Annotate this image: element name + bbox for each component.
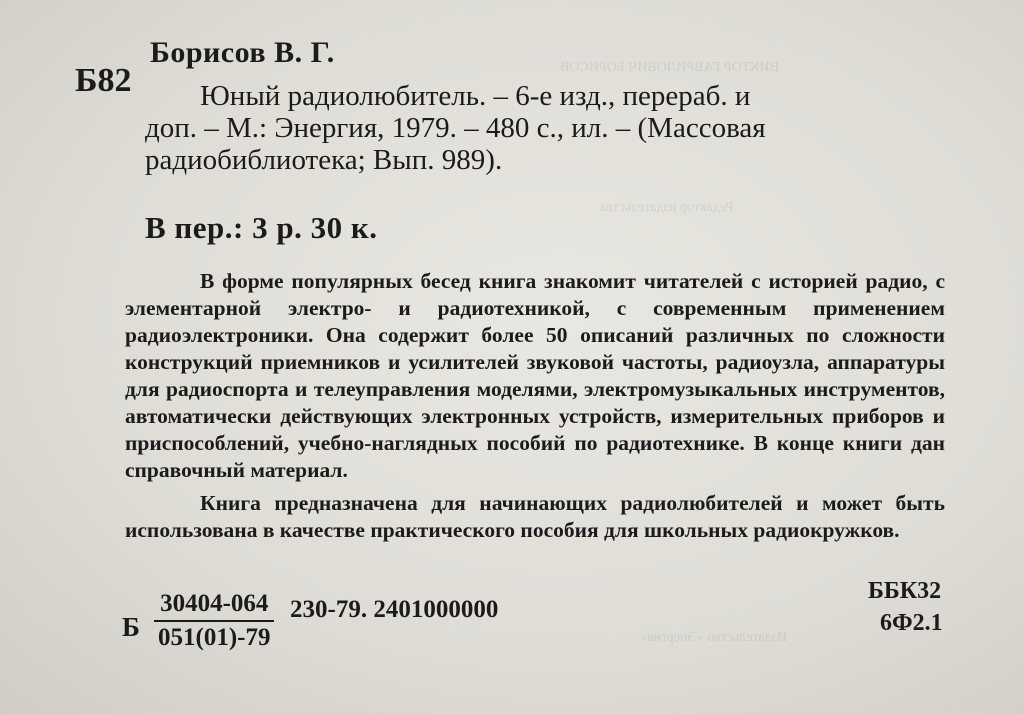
- show-through-text: Издательство «Энергия»: [640, 630, 788, 645]
- annotation-paragraph: Книга предназначена для начинающих радиолюбителей и может быть использована в качестве практического пособия для школьных радиокружков.: [125, 491, 945, 542]
- catalog-formula-rest: 230-79. 2401000000: [290, 596, 499, 623]
- bbk-label: ББК32: [868, 578, 942, 604]
- catalog-formula-numerator: 30404-064: [160, 590, 269, 617]
- author-heading: Борисов В. Г.: [150, 36, 335, 69]
- citation-line: радиобиблиотека; Вып. 989).: [145, 144, 503, 176]
- library-index-code: Б82: [75, 62, 132, 99]
- price-line: В пер.: 3 р. 30 к.: [145, 210, 378, 245]
- bbk-code: 6Ф2.1: [880, 610, 943, 636]
- bibliographic-citation: [145, 80, 905, 176]
- annotation-paragraph: В форме популярных бесед книга знакомит читателей с историей радио, с элементарной электро- и радиотехникой, с современным применением радиоэлектроники. Она содержит более 50 описаний различных по сложности конструкций приемников и усилителей звуковой частоты, радиоузла, аппаратуры для радиоспорта и телеуправления моделями, электромузыкальных инструментов, автоматически действующих электронных устройств, измерительных приборов и приспособлений, учебно-наглядных пособий по радиотехнике. В конце книги дан справочный материал.: [125, 269, 945, 482]
- annotation-block: [125, 268, 945, 544]
- show-through-text: ВИКТОР ГАВРИЛОВИЧ БОРИСОВ: [560, 60, 779, 75]
- citation-line: Юный радиолюбитель. – 6-е изд., перераб. и: [200, 80, 751, 112]
- citation-line: доп. – М.: Энергия, 1979. – 480 с., ил. – (Массовая: [145, 112, 766, 144]
- show-through-text: Редактор издательства: [600, 200, 734, 215]
- catalog-formula-denominator: 051(01)-79: [154, 620, 274, 652]
- catalog-formula-fraction: [154, 590, 274, 652]
- catalog-formula-letter: Б: [122, 612, 140, 642]
